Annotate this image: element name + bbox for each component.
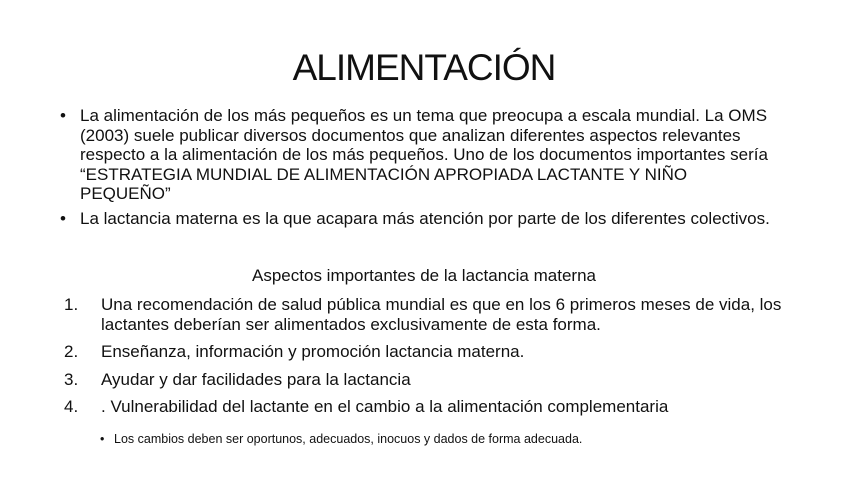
sub-bullet-text: Los cambios deben ser oportunos, adecuados, inocuos y dados de forma adecuada. bbox=[114, 432, 583, 446]
item-number: 1. bbox=[64, 295, 79, 314]
section-subtitle: Aspectos importantes de la lactancia materna bbox=[252, 266, 596, 285]
bullet-icon: • bbox=[60, 208, 66, 228]
bullet-icon: • bbox=[100, 432, 105, 446]
bullet-item bbox=[60, 106, 780, 204]
numbered-item bbox=[64, 370, 784, 390]
slide-title: ALIMENTACIÓN bbox=[292, 47, 556, 88]
item-text: Ayudar y dar facilidades para la lactancia bbox=[101, 369, 411, 389]
numbered-item bbox=[64, 295, 784, 334]
bullet-item bbox=[60, 209, 780, 229]
numbered-item bbox=[64, 342, 784, 362]
bullet-icon: • bbox=[60, 106, 66, 125]
numbered-item bbox=[64, 397, 784, 417]
item-text: Una recomendación de salud pública mundial es que en los 6 primeros meses de vida, los lactantes deberían ser alimentados exclusivamente de esta forma. bbox=[101, 295, 782, 334]
bullet-list bbox=[60, 106, 780, 233]
bullet-text: La lactancia materna es la que acapara más atención por parte de los diferentes colectivos. bbox=[80, 208, 770, 228]
item-number: 2. bbox=[64, 342, 79, 361]
item-text: . Vulnerabilidad del lactante en el cambio a la alimentación complementaria bbox=[101, 397, 669, 416]
item-number: 3. bbox=[64, 369, 79, 389]
item-text: Enseñanza, información y promoción lactancia materna. bbox=[101, 342, 525, 361]
bullet-text: La alimentación de los más pequeños es un tema que preocupa a escala mundial. La OMS (2003) suele publicar diversos documentos que analizan diferentes aspectos relevantes respecto a la alimentación de los más pequeños. Uno de los documentos importantes sería “ESTRATEGIA MUNDIAL DE ALIMENTACIÓN APROPIADA LACTANTE Y NIÑO PEQUEÑO” bbox=[80, 106, 768, 203]
item-number: 4. bbox=[64, 397, 79, 416]
sub-bullet-item bbox=[100, 431, 814, 447]
numbered-list bbox=[64, 295, 784, 425]
